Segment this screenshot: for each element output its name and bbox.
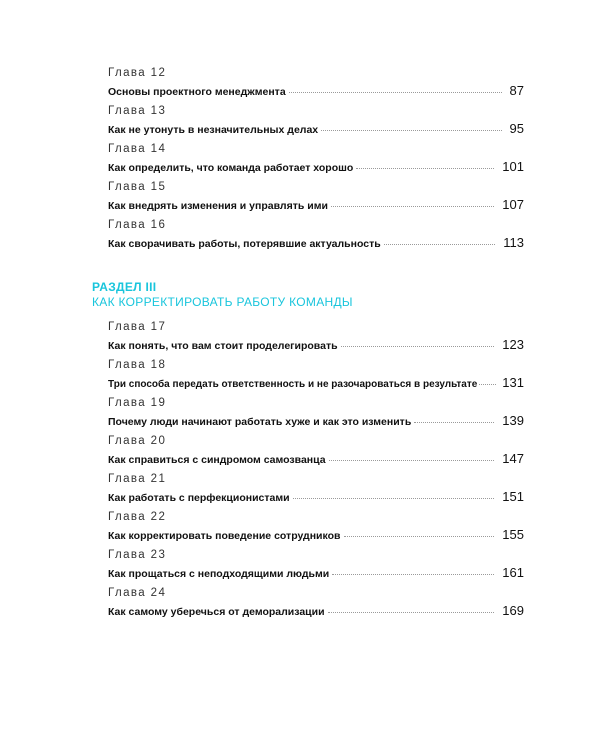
chapter-label: Глава 13	[108, 105, 167, 117]
dot-leader	[332, 574, 494, 575]
chapter-title: Как работать с перфекционистами	[108, 492, 290, 504]
chapter-title: Как понять, что вам стоит проделегировать	[108, 340, 338, 352]
dot-leader	[341, 346, 495, 347]
page-number: 87	[509, 83, 524, 98]
toc-line	[108, 413, 524, 431]
chapter-title: Основы проектного менеджмента	[108, 86, 286, 98]
chapter-label: Глава 20	[108, 435, 167, 447]
chapter-label: Глава 22	[108, 511, 167, 523]
chapter-title: Как не утонуть в незначительных делах	[108, 124, 319, 136]
toc-line	[108, 527, 524, 545]
page-number: 147	[502, 451, 524, 466]
toc-entry-20	[108, 434, 524, 469]
page-number: 161	[502, 565, 524, 580]
chapter-label: Глава 12	[108, 67, 167, 79]
chapter-label: Глава 14	[108, 143, 167, 155]
toc-entry-12	[108, 66, 524, 101]
chapter-label: Глава 17	[108, 321, 167, 333]
chapter-title: Почему люди начинают работать хуже и как это изменить	[108, 416, 412, 428]
dot-leader	[328, 612, 495, 613]
chapter-title: Как самому уберечься от деморализации	[108, 606, 325, 618]
dot-leader	[293, 498, 495, 499]
chapter-label: Глава 21	[108, 473, 167, 485]
chapter-title: Три способа передать ответственность и не разочароваться в результате	[108, 379, 478, 390]
page-number: 155	[502, 527, 524, 542]
chapter-label: Глава 18	[108, 359, 167, 371]
dot-leader	[289, 92, 502, 93]
page-number: 139	[502, 413, 524, 428]
page-number: 95	[509, 121, 524, 136]
toc-line	[108, 375, 524, 393]
page-number: 151	[502, 489, 524, 504]
section-kicker: РАЗДЕЛ III	[92, 280, 157, 294]
chapter-label: Глава 23	[108, 549, 167, 561]
dot-leader	[329, 460, 495, 461]
chapter-label: Глава 19	[108, 397, 167, 409]
chapter-title: Как прощаться с неподходящими людьми	[108, 568, 330, 580]
toc-line	[108, 603, 524, 621]
toc-entry-16	[108, 218, 524, 253]
toc-line	[108, 489, 524, 507]
toc-entry-22	[108, 510, 524, 545]
toc-line	[108, 565, 524, 583]
toc-line	[108, 159, 524, 177]
toc-line	[108, 121, 524, 139]
page-number: 113	[503, 235, 524, 250]
dot-leader	[321, 130, 501, 131]
dot-leader	[344, 536, 495, 537]
toc-entry-15	[108, 180, 524, 215]
toc-entry-24	[108, 586, 524, 621]
chapter-title: Как справиться с синдромом самозванца	[108, 454, 326, 466]
dot-leader	[414, 422, 494, 423]
toc-entry-14	[108, 142, 524, 177]
chapter-title: Как внедрять изменения и управлять ими	[108, 200, 328, 212]
page-number: 107	[502, 197, 524, 212]
section-title: КАК КОРРЕКТИРОВАТЬ РАБОТУ КОМАНДЫ	[92, 295, 353, 309]
toc-line	[108, 235, 524, 253]
toc-entry-23	[108, 548, 524, 583]
toc-entry-17	[108, 320, 524, 355]
dot-leader	[384, 244, 496, 245]
chapter-label: Глава 16	[108, 219, 167, 231]
chapter-title: Как сворачивать работы, потерявшие актуальность	[108, 238, 381, 250]
toc-entry-21	[108, 472, 524, 507]
dot-leader	[331, 206, 494, 207]
toc-line	[108, 337, 524, 355]
page-number: 169	[502, 603, 524, 618]
toc-line	[108, 197, 524, 215]
chapter-label: Глава 24	[108, 587, 167, 599]
chapter-label: Глава 15	[108, 181, 167, 193]
toc-entry-18	[108, 358, 524, 393]
page-number: 101	[502, 159, 524, 174]
toc-line	[108, 451, 524, 469]
dot-leader	[356, 168, 494, 169]
toc-entry-13	[108, 104, 524, 139]
chapter-title: Как корректировать поведение сотрудников	[108, 530, 341, 542]
chapter-title: Как определить, что команда работает хорошо	[108, 162, 354, 174]
page-number: 131	[502, 375, 524, 390]
page-number: 123	[502, 337, 524, 352]
toc-entry-19	[108, 396, 524, 431]
toc-line	[108, 83, 524, 101]
dot-leader	[479, 384, 496, 385]
section-heading	[92, 280, 353, 310]
